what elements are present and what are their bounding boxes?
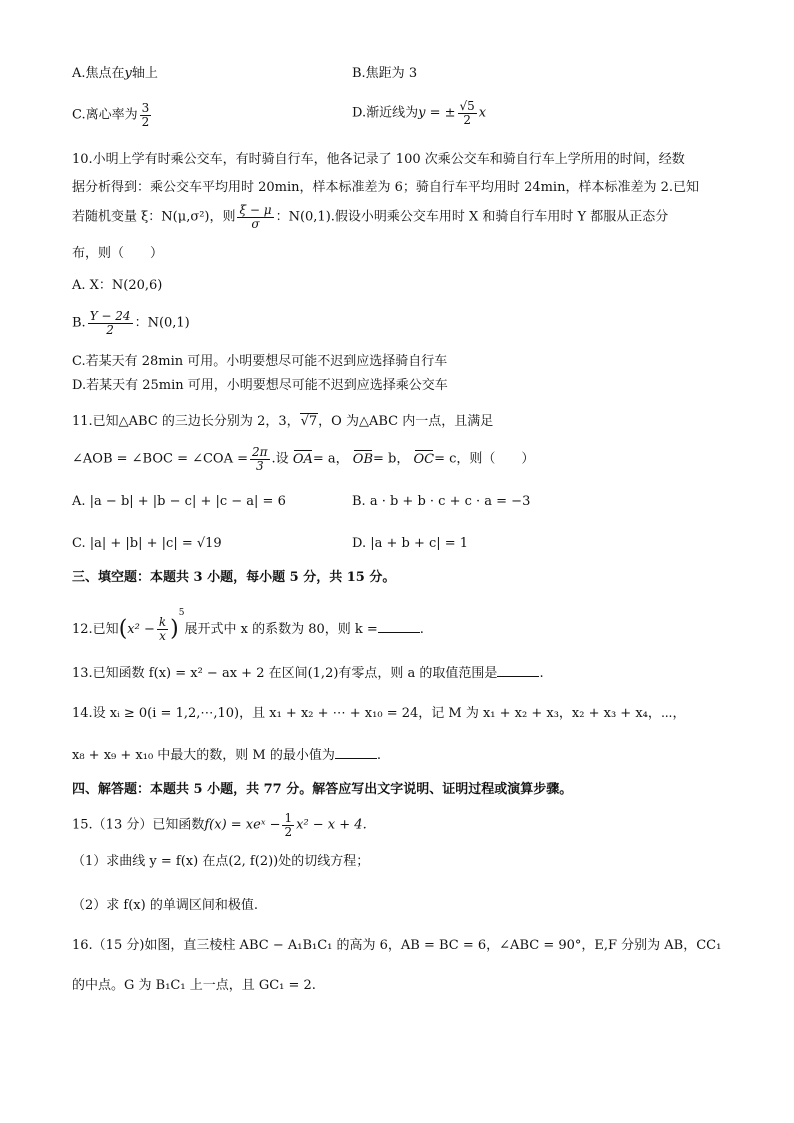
q9-option-c-fraction xyxy=(140,102,152,128)
q10-line-1: 10.小明上学有时乘公交车，有时骑自行车，他各记录了 100 次乘公交车和骑自行车上学所用的时间，经数 xyxy=(72,152,685,167)
q12-paren-close: ) xyxy=(170,616,179,642)
q11-option-d: D. |a + b + c| = 1 xyxy=(352,536,469,551)
q11-option-b: B. a · b + b · c + c · a = −3 xyxy=(352,494,531,509)
q16-line-1: 16.（15 分)如图，直三棱柱 ABC − A₁B₁C₁ 的高为 6，AB = BC = 6，∠ABC = 90°，E,F 分别为 AB，CC₁ xyxy=(72,938,722,953)
q15-expr-a: f(x) = xeˣ − xyxy=(204,817,281,833)
q15-denominator: 2 xyxy=(284,824,293,839)
q11-angle-fraction xyxy=(250,446,270,472)
q12-exponent: 5 xyxy=(178,608,185,618)
q15-subquestion-2: （2）求 f(x) 的单调区间和极值. xyxy=(72,898,258,913)
q14-line-2-text: x₈ + x₉ + x₁₀ 中最大的数，则 M 的最小值为 xyxy=(72,748,335,763)
q9-option-d-prefix: D.渐近线为 xyxy=(352,105,419,121)
q15-expr-b: x² − x + 4. xyxy=(296,817,367,833)
q14-line-1: 14.设 xᵢ ≥ 0(i = 1,2,⋯,10)，且 x₁ + x₂ + ⋯ + x₁₀ = 24，记 M 为 x₁ + x₂ + x₃，x₂ + x₃ + x₄，⋯， xyxy=(72,706,686,721)
q12-numerator: k xyxy=(158,615,167,630)
q15-fraction xyxy=(282,812,294,838)
q12-expr-a: x² − xyxy=(127,622,155,637)
q11-line-2-b: .设 xyxy=(271,451,289,467)
q9-option-c-denominator: 2 xyxy=(141,114,150,129)
q12-denominator: x xyxy=(159,629,166,643)
q12-paren-open: ( xyxy=(118,616,128,642)
q15-line xyxy=(72,812,367,838)
q10-option-b-suffix: ：N(0,1) xyxy=(134,315,190,331)
q12-answer-blank[interactable] xyxy=(378,620,420,633)
q9-option-d xyxy=(352,100,486,126)
q10-option-c: C.若某天有 28min 可用。小明要想尽可能不迟到应选择骑自行车 xyxy=(72,354,448,369)
q12-fraction xyxy=(157,616,168,642)
q13-text: 13.已知函数 f(x) = x² − ax + 2 在区间(1,2)有零点，则 a 的取值范围是 xyxy=(72,666,498,681)
q11-line-1-a: 11.已知△ABC 的三边长分别为 2，3， xyxy=(72,414,300,429)
q10-option-b-fraction xyxy=(88,310,133,336)
q10-option-d: D.若某天有 25min 可用，小明要想尽可能不迟到应选择乘公交车 xyxy=(72,378,448,393)
q15-prefix: 15.（13 分）已知函数 xyxy=(72,817,205,833)
q14-end: . xyxy=(376,748,382,763)
q13-answer-blank[interactable] xyxy=(497,664,539,677)
q9-option-d-eq: y = ± xyxy=(418,105,456,121)
q9-option-c-numerator: 3 xyxy=(141,101,150,115)
q9-option-a xyxy=(72,66,158,82)
q11-vector-oc: OC xyxy=(413,451,435,467)
q11-angle-denominator: 3 xyxy=(255,458,264,473)
q10-line-3-b: ：N(0,1).假设小明乘公交车用时 X 和骑自行车用时 Y 都服从正态分 xyxy=(275,209,669,225)
q9-option-d-denominator: 2 xyxy=(463,112,471,127)
q9-option-c xyxy=(72,102,153,128)
q15-subquestion-1: （1）求曲线 y = f(x) 在点(2, f(2))处的切线方程； xyxy=(72,854,370,869)
q9-option-a-prefix: A.焦点在 xyxy=(72,66,125,81)
q10-option-a: A. X：N(20,6) xyxy=(72,278,163,293)
q10-line-3 xyxy=(72,204,668,230)
q10-line-4: 布，则（ ） xyxy=(72,246,164,261)
q9-option-b: B.焦距为 3 xyxy=(352,66,418,81)
q13-end: . xyxy=(539,666,544,681)
q11-line-2-c: = a， xyxy=(312,451,349,467)
q16-line-2: 的中点。G 为 B₁C₁ 上一点，且 GC₁ = 2. xyxy=(72,978,316,993)
q9-option-d-fraction xyxy=(458,100,477,126)
q10-fraction-denominator: σ xyxy=(251,216,260,231)
q11-line-1-b: ，O 为△ABC 内一点，且满足 xyxy=(318,414,494,429)
q10-option-b-numerator: Y − 24 xyxy=(89,309,131,323)
q9-option-d-numerator: √5 xyxy=(459,99,475,113)
q12-line xyxy=(72,608,424,643)
q11-line-2-d: = b， xyxy=(373,451,410,467)
q11-sqrt7: √7 xyxy=(300,414,318,429)
q9-option-a-suffix: 轴上 xyxy=(131,66,158,81)
section-4-heading: 四、解答题：本题共 5 小题，共 77 分。解答应写出文字说明、证明过程或演算步骤。 xyxy=(72,782,573,797)
q10-option-b-denominator: 2 xyxy=(106,322,114,337)
q12-suffix: 展开式中 x 的系数为 80，则 k = xyxy=(184,622,378,637)
q12-prefix: 12.已知 xyxy=(72,622,119,637)
q11-line-2-a: ∠AOB = ∠BOC = ∠COA = xyxy=(72,451,249,467)
q14-line-2 xyxy=(72,746,381,764)
q10-option-b xyxy=(72,310,190,336)
q14-answer-blank[interactable] xyxy=(335,746,377,759)
q10-line-2: 据分析得到：乘公交车平均用时 20min，样本标准差为 6；骑自行车平均用时 24min，样本标准差为 2.已知 xyxy=(72,180,700,195)
q10-line-3-a: 若随机变量 ξ：N(μ,σ²)，则 xyxy=(72,209,236,225)
q9-option-d-var: x xyxy=(478,105,487,121)
q11-line-1 xyxy=(72,414,493,430)
q11-line-2-e: = c，则（ ） xyxy=(434,451,535,467)
q11-vector-oa: OA xyxy=(292,451,313,467)
q11-angle-numerator: 2π xyxy=(252,445,268,459)
q12-end: . xyxy=(419,622,424,637)
section-3-heading: 三、填空题：本题共 3 小题，每小题 5 分，共 15 分。 xyxy=(72,570,396,585)
q10-standardize-fraction xyxy=(237,204,273,230)
q10-option-b-prefix: B. xyxy=(72,315,86,331)
q9-option-c-prefix: C.离心率为 xyxy=(72,107,138,123)
q13-line xyxy=(72,664,544,682)
q9-option-a-var: y xyxy=(124,66,132,81)
q11-option-c: C. |a| + |b| + |c| = √19 xyxy=(72,536,222,551)
q11-line-2 xyxy=(72,446,534,472)
q11-vector-ob: OB xyxy=(352,451,374,467)
q15-numerator: 1 xyxy=(284,811,293,825)
q10-fraction-numerator: ξ − μ xyxy=(239,203,272,217)
q11-option-a: A. |a − b| + |b − c| + |c − a| = 6 xyxy=(72,494,286,509)
